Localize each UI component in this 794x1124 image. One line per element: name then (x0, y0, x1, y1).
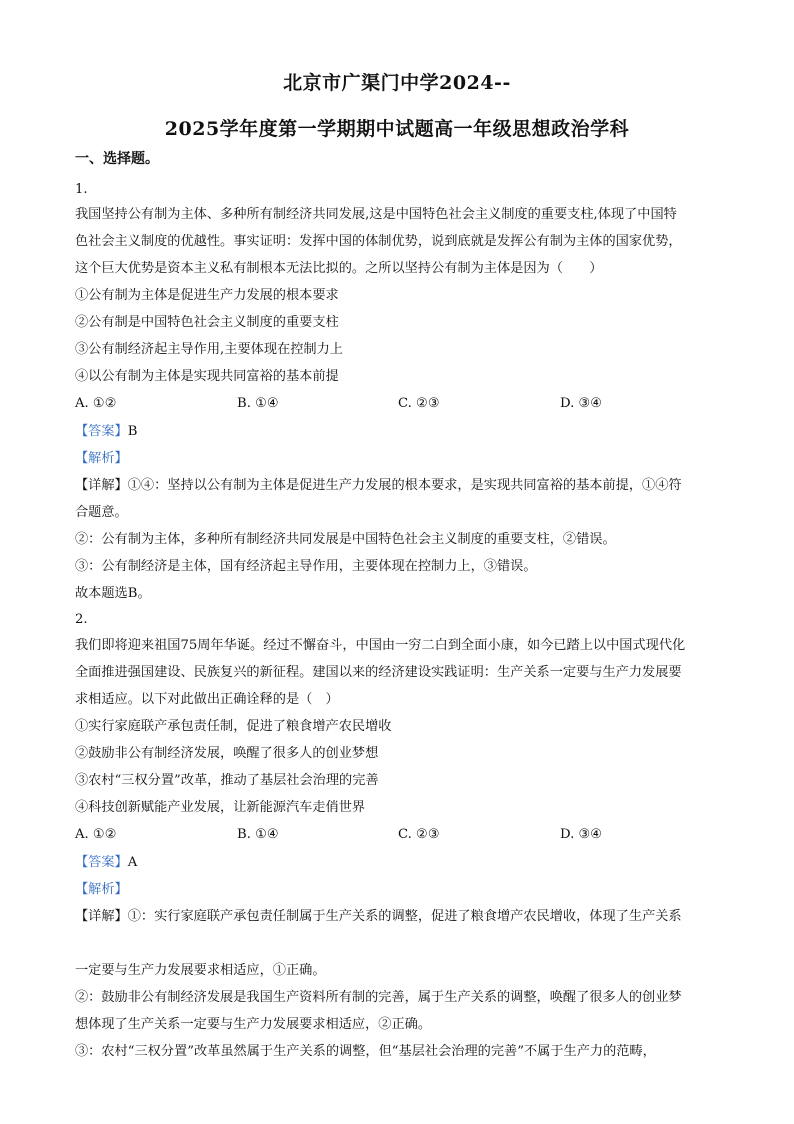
q1-detail-text-1: ①④：坚持以公有制为主体是促进生产力发展的根本要求，是实现共同富裕的基本前提，①④符 (127, 478, 682, 493)
q2-option-c: C. ②③ (398, 827, 440, 842)
q1-detail-line-1 (75, 477, 725, 495)
q1-option-c: C. ②③ (398, 396, 440, 411)
q1-detail-line-5: 故本题选B。 (75, 586, 151, 601)
q1-statement-1: ①公有制为主体是促进生产力发展的根本要求 (75, 288, 339, 303)
q1-answer-value: B (127, 424, 138, 439)
q1-detail-line-4: ③：公有制经济是主体，国有经济起主导作用，主要体现在控制力上，③错误。 (75, 559, 537, 574)
q1-detail-tag: 【详解】 (75, 478, 128, 493)
q2-stem-line-2: 全面推进强国建设、民族复兴的新征程。建国以来的经济建设实践证明：生产关系一定要与生产力发展要 (75, 665, 682, 680)
q2-detail-text-1: ①：实行家庭联产承包责任制属于生产关系的调整，促进了粮食增产农民增收，体现了生产关系 (127, 909, 682, 924)
q1-stem-line-2: 色社会主义制度的优越性。事实证明：发挥中国的体制优势，说到底就是发挥公有制为主体的国家优势， (75, 234, 682, 249)
q2-detail-line-1 (75, 908, 725, 926)
q1-answer (75, 423, 725, 441)
q2-stem-line-3: 求相适应。以下对此做出正确诠释的是（ ） (75, 692, 339, 707)
q2-statement-3: ③农村“三权分置”改革，推动了基层社会治理的完善 (75, 773, 379, 788)
q2-stem-line-1: 我们即将迎来祖国75周年华诞。经过不懈奋斗，中国由一穷二白到全面小康，如今已踏上以中国式现代化 (75, 638, 686, 653)
q2-statement-4: ④科技创新赋能产业发展，让新能源汽车走俏世界 (75, 800, 366, 815)
q2-option-d: D. ③④ (560, 827, 603, 842)
q2-answer (75, 854, 725, 872)
q2-detail-line-2: 一定要与生产力发展要求相适应，①正确。 (75, 963, 326, 978)
q2-statement-1: ①实行家庭联产承包责任制，促进了粮食增产农民增收 (75, 719, 392, 734)
q2-option-a: A. ①② (75, 827, 117, 842)
q2-detail-line-3: ②：鼓励非公有制经济发展是我国生产资料所有制的完善，属于生产关系的调整，唤醒了很多人的创业梦 (75, 990, 682, 1005)
q1-analysis-tag: 【解析】 (75, 451, 128, 466)
q2-detail-line-4: 想体现了生产关系一定要与生产力发展要求相适应，②正确。 (75, 1017, 432, 1032)
section-heading: 一、选择题。 (75, 151, 159, 167)
q1-detail-line-2: 合题意。 (75, 505, 128, 520)
q1-stem-line-3: 这个巨大优势是资本主义私有制根本无法比拟的。之所以坚持公有制为主体是因为（ ） (75, 261, 603, 276)
q1-number: 1. (75, 182, 88, 197)
doc-title-line-1: 北京市广渠门中学2024-- (283, 72, 511, 94)
doc-title-line-2: 2025学年度第一学期期中试题高一年级思想政治学科 (164, 118, 630, 140)
q1-detail-line-3: ②：公有制为主体，多种所有制经济共同发展是中国特色社会主义制度的重要支柱，②错误。 (75, 532, 616, 547)
q1-statement-2: ②公有制是中国特色社会主义制度的重要支柱 (75, 315, 339, 330)
q2-detail-line-5: ③：农村“三权分置”改革虽然属于生产关系的调整，但“基层社会治理的完善”不属于生产力的范畴， (75, 1044, 656, 1059)
q2-number: 2. (75, 612, 88, 627)
q2-statement-2: ②鼓励非公有制经济发展，唤醒了很多人的创业梦想 (75, 746, 379, 761)
q2-answer-tag: 【答案】 (75, 855, 128, 870)
q2-detail-tag: 【详解】 (75, 909, 128, 924)
q1-option-a: A. ①② (75, 396, 117, 411)
q2-analysis-tag: 【解析】 (75, 882, 128, 897)
q1-statement-3: ③公有制经济起主导作用,主要体现在控制力上 (75, 342, 343, 357)
q1-option-b: B. ①④ (237, 396, 279, 411)
q2-option-b: B. ①④ (237, 827, 279, 842)
q1-stem-line-1: 我国坚持公有制为主体、多种所有制经济共同发展,这是中国特色社会主义制度的重要支柱,体现了中国特 (75, 207, 677, 222)
q1-statement-4: ④以公有制为主体是实现共同富裕的基本前提 (75, 369, 339, 384)
q1-answer-tag: 【答案】 (75, 424, 128, 439)
q2-answer-value: A (127, 855, 138, 870)
q1-option-d: D. ③④ (560, 396, 603, 411)
